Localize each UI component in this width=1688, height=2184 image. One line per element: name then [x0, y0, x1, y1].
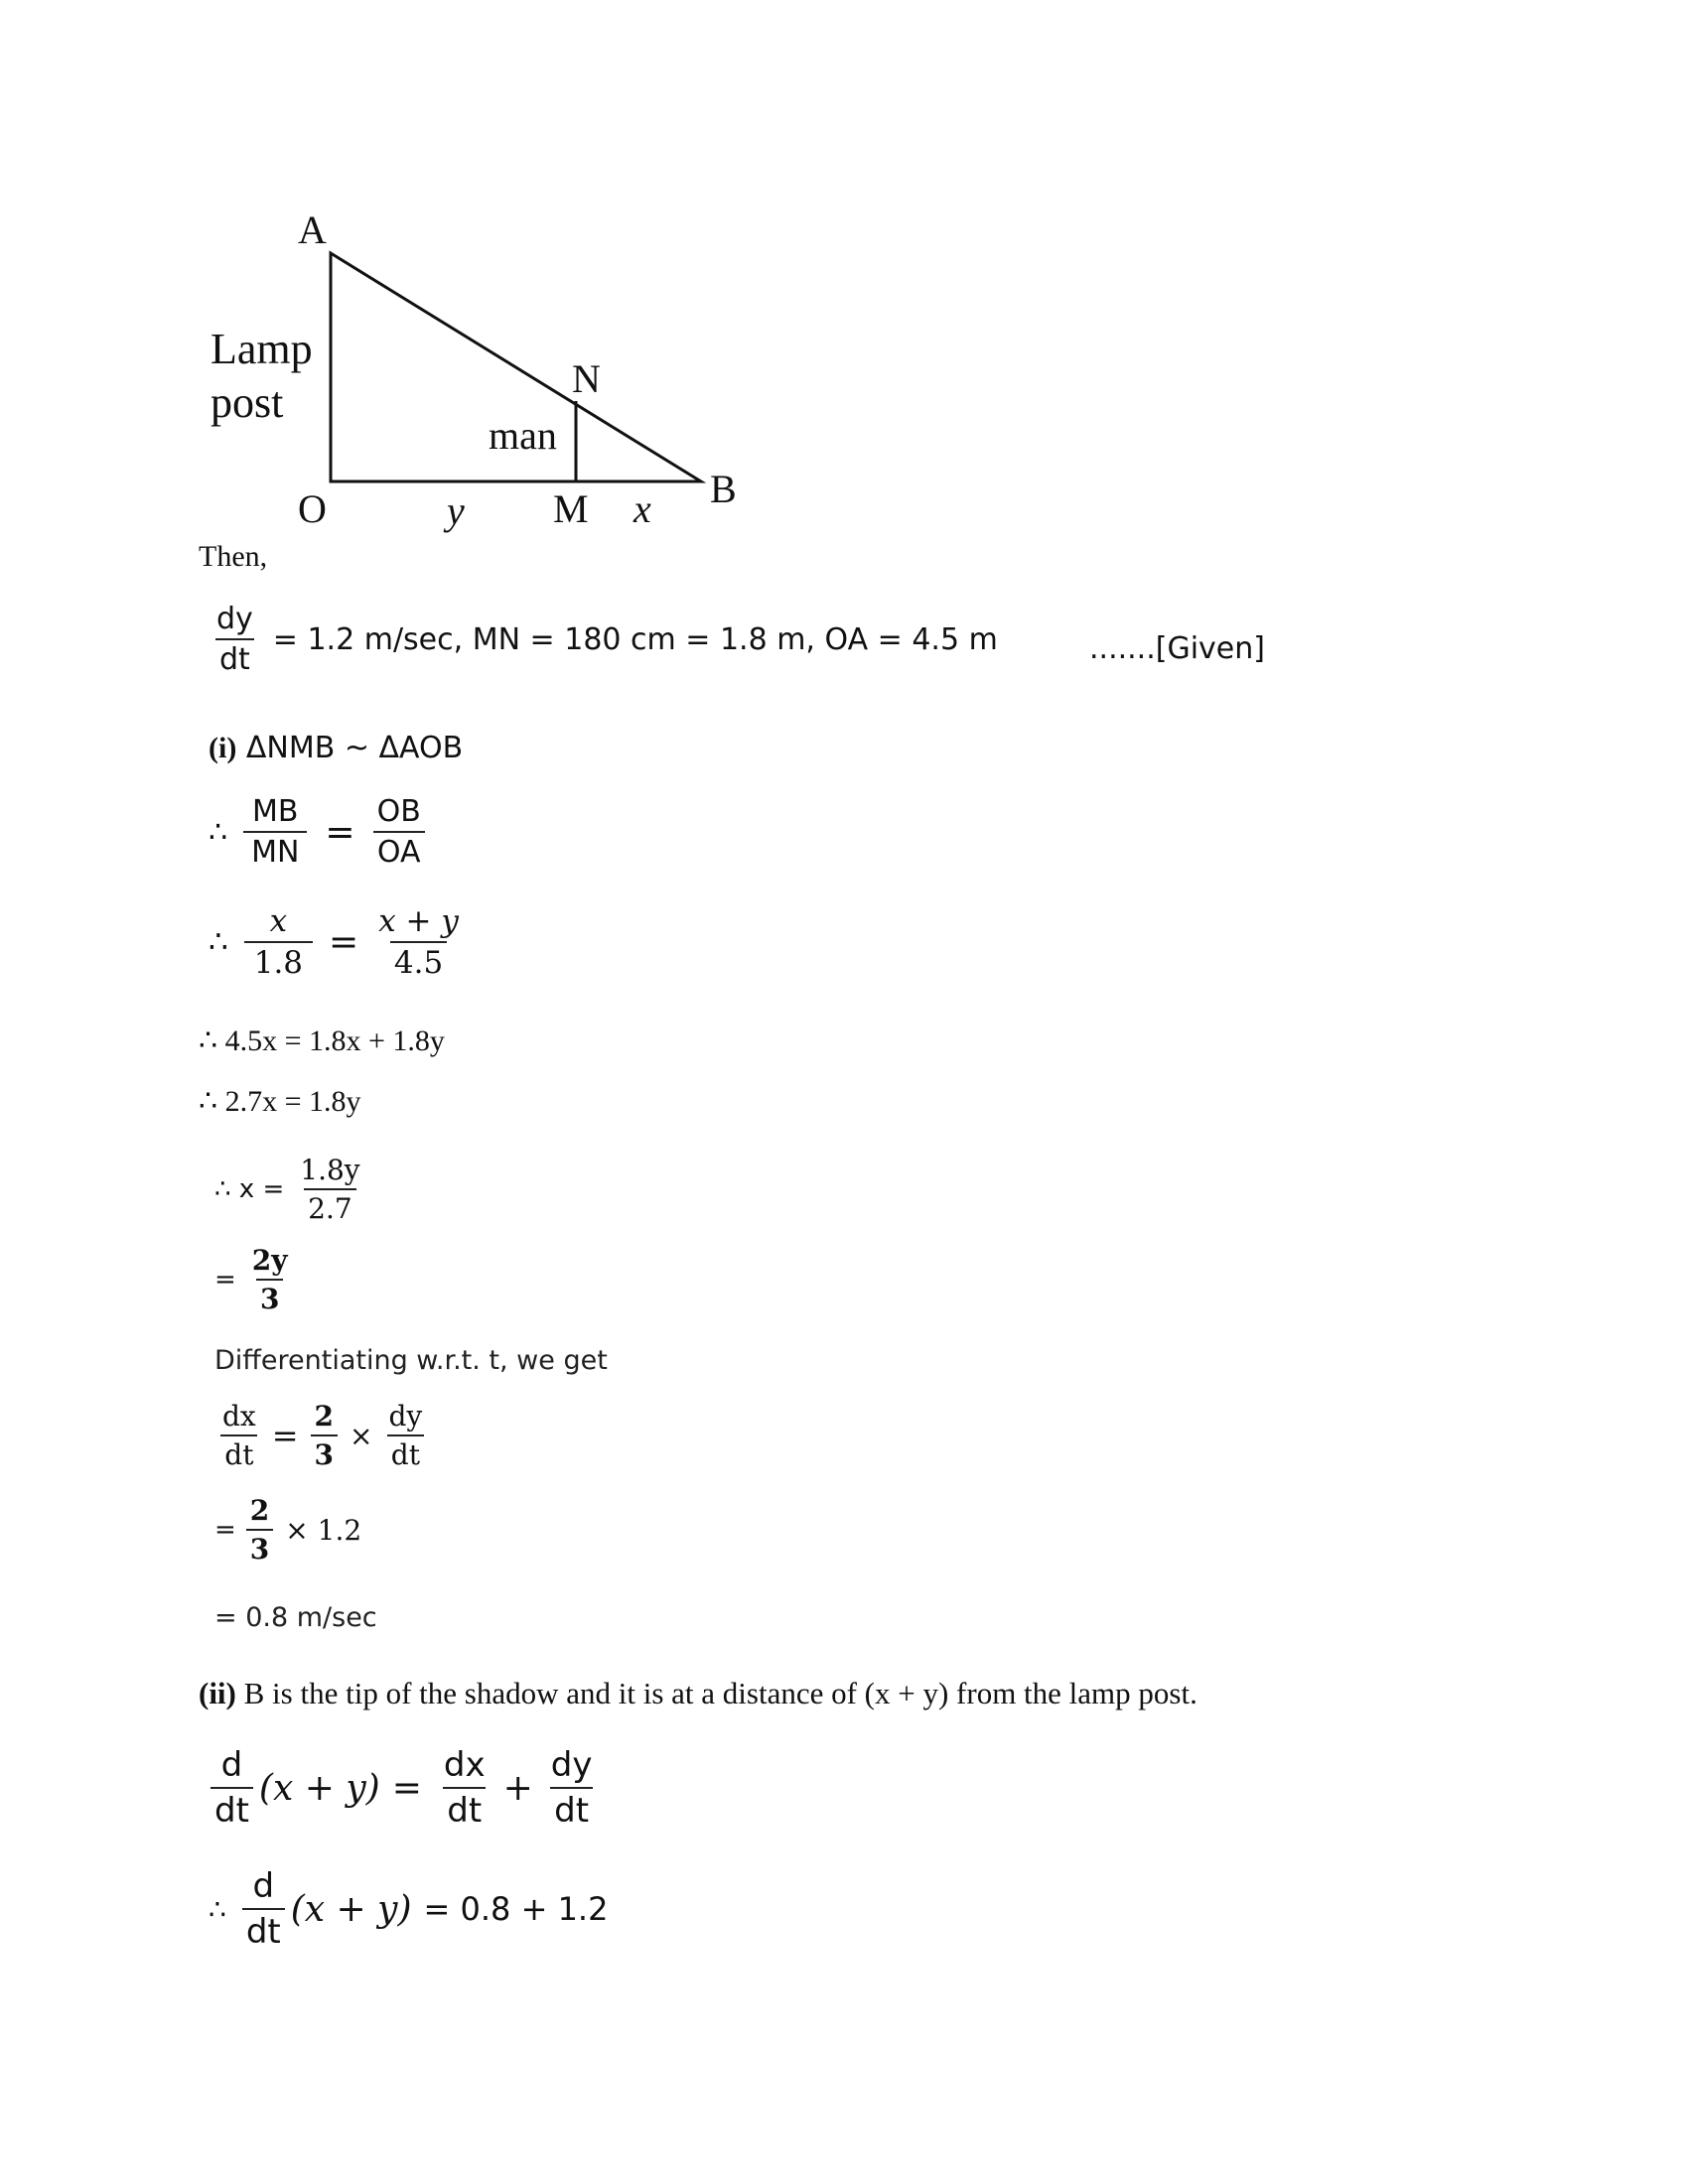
fraction-x-1-8: $\frac{x}{1.8}$: [244, 903, 313, 981]
fraction-2-3-b: $\frac{2}{3}$: [246, 1494, 273, 1566]
substitution-step: = $\frac{2}{3}$ × 1.2: [214, 1494, 362, 1566]
fraction-d-dt: $\frac{d}{dt}$: [211, 1745, 253, 1831]
part-i-heading: [209, 731, 463, 765]
given-line: [207, 602, 998, 677]
label-post: post: [211, 378, 284, 427]
sum-derivative-eq: $\frac{d}{dt}$ (x + y) = $\frac{dx}{dt}$ + $\frac{dy}{dt}$: [205, 1745, 602, 1831]
derivative-relation: $\frac{dx}{dt}$ = $\frac{2}{3}$ × $\frac{dy}{dt}$: [212, 1400, 432, 1471]
part-i-label: (i): [209, 732, 237, 764]
label-a: A: [298, 207, 327, 252]
fraction-dy-dt-b: $\frac{dy}{dt}$: [550, 1745, 593, 1831]
label-x: x: [633, 486, 651, 531]
sum-derivative-values: ∴ $\frac{d}{dt}$ (x + y) = 0.8 + 1.2: [209, 1866, 609, 1952]
label-b: B: [710, 467, 737, 511]
given-tag: .......[Given]: [1089, 631, 1265, 666]
result-dx-dt: = 0.8 m/sec: [214, 1602, 377, 1633]
given-values: = 1.2 m/sec, MN = 180 cm = 1.8 m, OA = 4.5 m: [272, 621, 998, 657]
part-ii-heading: [199, 1676, 1197, 1711]
label-m: M: [553, 486, 589, 531]
step-2y-3: = $\frac{2y}{3}$: [214, 1244, 298, 1315]
differentiating-text: Differentiating w.r.t. t, we get: [214, 1345, 608, 1376]
fraction-dx-dt: $\frac{dx}{dt}$: [222, 1400, 256, 1471]
fraction-xy-4-5: $\frac{x + y}{4.5}$: [378, 903, 459, 981]
part-ii-statement: B is the tip of the shadow and it is at a distance of (x + y) from the lamp post.: [243, 1676, 1197, 1710]
label-o: O: [298, 486, 327, 531]
fraction-ob-oa: $\frac{OB}{OA}$: [373, 794, 425, 870]
fraction-mb-mn: $\frac{MB}{MN}$: [243, 794, 307, 870]
ratio-values: ∴ $\frac{x}{1.8}$ = $\frac{x + y}{4.5}$: [209, 903, 469, 981]
dy-dt-fraction: $\frac{dy}{dt}$: [216, 602, 253, 677]
lamp-post-diagram: [0, 0, 794, 556]
part-ii-label: (ii): [199, 1676, 236, 1710]
intro-text: Then,: [199, 540, 268, 573]
step-2-7x: ∴ 2.7x = 1.8y: [199, 1085, 361, 1118]
similarity-statement: ΔNMB ~ ΔAOB: [245, 731, 464, 765]
fraction-dx-dt-b: $\frac{dx}{dt}$: [443, 1745, 486, 1831]
fraction-2-3: $\frac{2}{3}$: [311, 1400, 338, 1471]
label-lamp: Lamp: [211, 325, 313, 373]
label-y: y: [447, 488, 465, 533]
step-4-5x: ∴ 4.5x = 1.8x + 1.8y: [199, 1024, 445, 1057]
fraction-dy-dt: $\frac{dy}{dt}$: [388, 1400, 423, 1471]
label-n: N: [572, 356, 601, 401]
step-x-equals: ∴ x = $\frac{1.8y}{2.7}$: [214, 1154, 370, 1225]
fraction-d-dt-b: $\frac{d}{dt}$: [242, 1866, 285, 1952]
ratio-sides: ∴ $\frac{MB}{MN}$ = $\frac{OB}{OA}$: [209, 794, 431, 870]
fraction-2y-3: $\frac{2y}{3}$: [251, 1244, 288, 1315]
label-man: man: [489, 413, 557, 458]
fraction-1-8y-2-7: $\frac{1.8y}{2.7}$: [300, 1154, 360, 1225]
